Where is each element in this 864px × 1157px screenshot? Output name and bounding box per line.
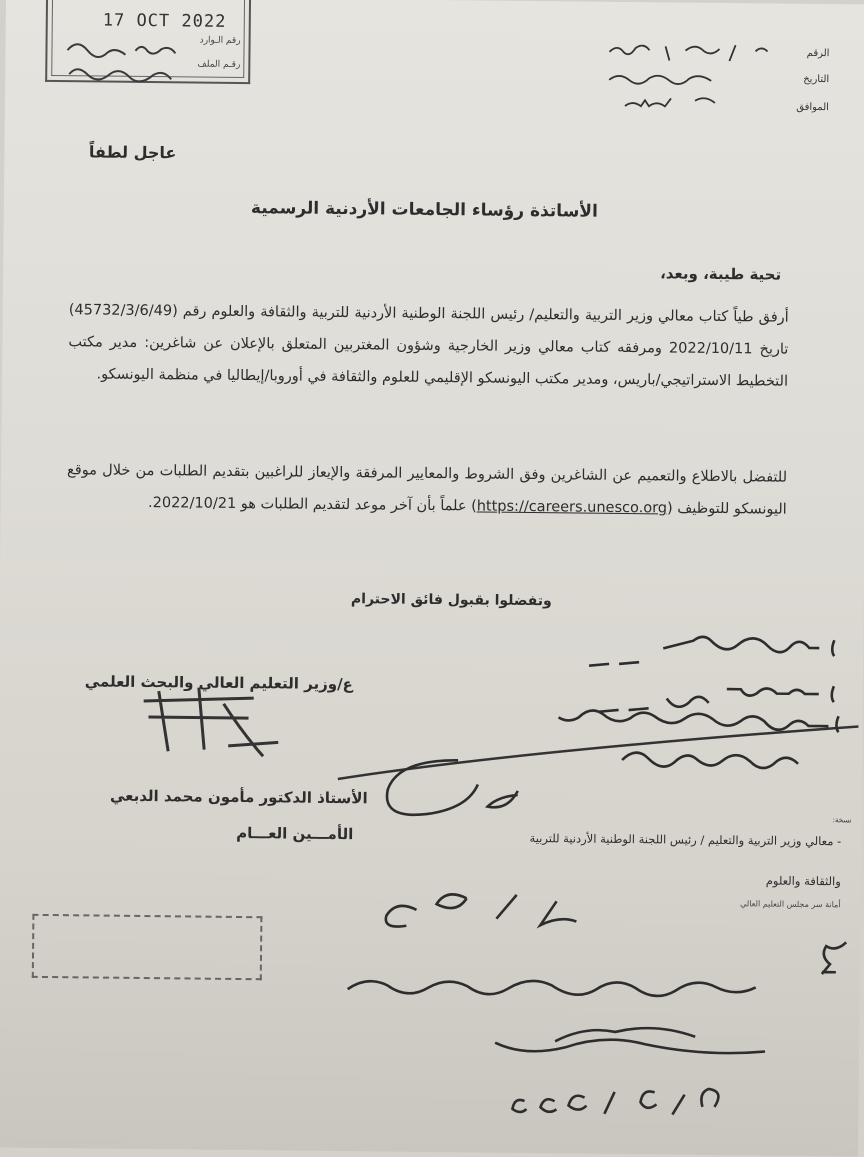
paragraph-2-start: للتفضل بالاطلاع والتعميم عن الشاغرين وفق الشروط والمعايير المرفقة والإيعاز للراغبين بتقديم الطلبات من خلال موقع اليونسكو للتوظيف (: [67, 462, 788, 518]
stamp-incoming-label: رقم الـوارد: [199, 35, 241, 46]
stamp-date: 17 OCT 2022: [102, 10, 227, 32]
closing: وتفضلوا بقبول فائق الاحترام: [350, 591, 552, 610]
paragraph-1: أرفق طياً كتاب معالي وزير التربية والتعليم/ رئيس اللجنة الوطنية الأردنية للتربية والثقافة والعلوم رقم (45732/3/6/49) تاريخ 2022/10/11 ومرفقه كتاب معالي وزير الخارجية وشؤون المغتربين المتعلق بالإعلان عن شاغرين: مدير مكتب التخطيط الاستراتيجي/باريس، ومدير مكتب اليونسكو الإقليمي للعلوم والثقافة في أوروبا/إيطاليا في منظمة اليونسكو.: [68, 302, 789, 390]
copies-line-3: أمانة سر مجلس التعليم العالي: [740, 899, 841, 910]
reference-corresponding-label: الموافق: [796, 101, 829, 114]
copies-label: نسخة:: [832, 816, 852, 825]
addressee: الأساتذة رؤساء الجامعات الأردنية الرسمية: [250, 198, 598, 222]
signer-title: ع/وزير التعليم العالي والبحث العلمي: [84, 672, 353, 694]
stamp-file-label: رقـم الملف: [197, 59, 241, 70]
signer-name: الأستاذ الدكتور مأمون محمد الدبعي: [109, 786, 368, 808]
copies-line-2: والثقافة والعلوم: [765, 873, 841, 889]
minister-signature: [143, 687, 279, 756]
careers-url: https://careers.unesco.org: [476, 498, 668, 517]
urgent-label: عاجل لطفاً: [88, 142, 177, 163]
handwritten-notes: [346, 633, 849, 1116]
signer-position: الأمـــين العـــام: [236, 823, 354, 844]
copies-line-1: - معالي وزير التربية والتعليم / رئيس اللجنة الوطنية الأردنية للتربية: [529, 831, 842, 849]
reference-date-label: التاريخ: [803, 73, 830, 86]
reference-number-label: الرقم: [806, 47, 830, 60]
paragraph-2-end: ) علماً بأن آخر موعد لتقديم الطلبات هو 2022/10/21.: [147, 495, 477, 515]
greeting: تحية طيبة، وبعد،: [660, 264, 782, 284]
